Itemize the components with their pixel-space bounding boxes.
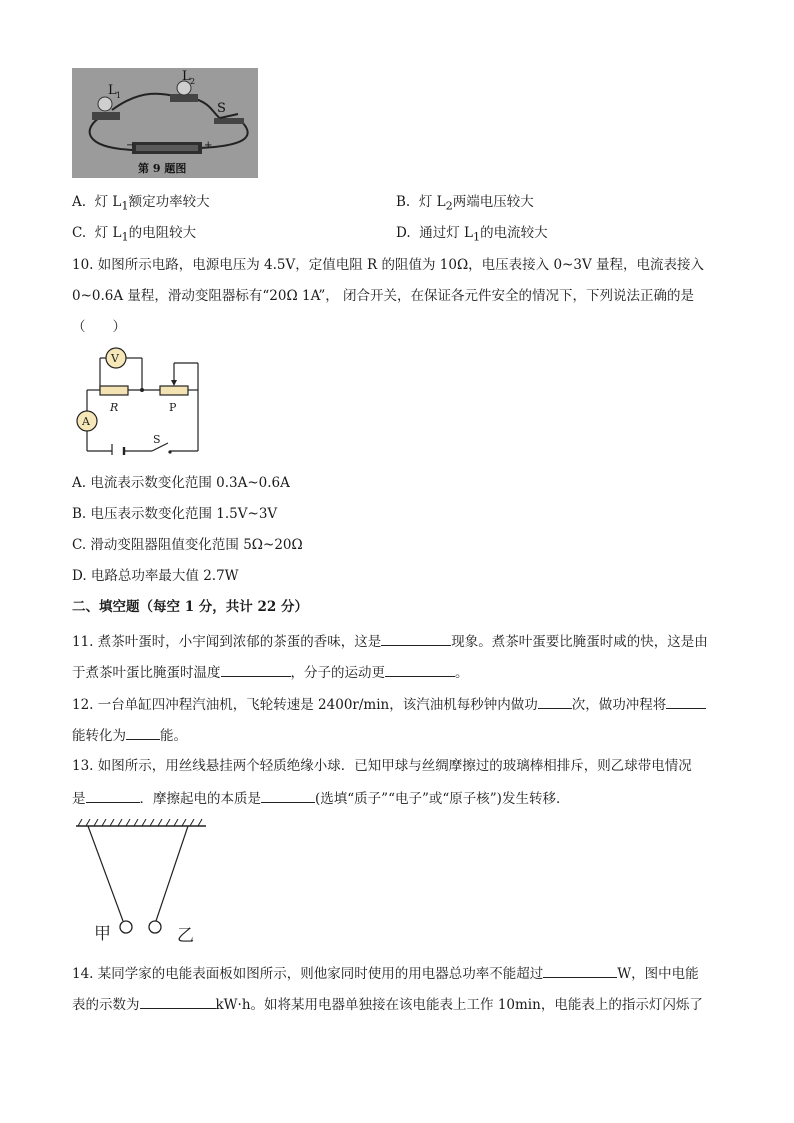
q10-switch-label: S	[153, 433, 161, 446]
q10-option-a[interactable]: A. 电流表示数变化范围 0.3A~0.6A	[72, 475, 290, 491]
q13-blank-1[interactable]	[86, 787, 140, 803]
q10-ammeter-label: A	[82, 415, 90, 428]
q13-blank-2[interactable]	[261, 787, 315, 803]
q14-line1: 14. 某同学家的电能表面板如图所示，则他家同时使用的用电器总功率不能超过 W，图中电能	[72, 962, 699, 984]
q11-blank-1[interactable]	[381, 630, 451, 646]
q10-circuit-diagram	[72, 343, 207, 459]
q9-option-d[interactable]: D. 通过灯 $L_1$的电流较大	[396, 225, 548, 244]
q12-blank-3[interactable]	[126, 724, 160, 740]
q11-line1: 11. 煮茶叶蛋时，小宇闻到浓郁的茶蛋的香味，这是 现象。煮茶叶蛋要比腌蛋时咸的快，这是由	[72, 630, 708, 652]
q12-line2: 能转化为 能。	[72, 724, 187, 746]
q13-ball-label-b: 乙	[177, 926, 194, 945]
q10-voltmeter-label: V	[111, 352, 119, 365]
q10-resistor-label: R	[110, 401, 119, 414]
q9-label-s: S	[217, 101, 226, 116]
q13-line2: 是 ．摩擦起电的本质是 (选填“质子”“电子”或“原子核”)发生转移．	[72, 787, 569, 809]
q9-label-plus: +	[204, 140, 213, 151]
q10-option-d[interactable]: D. 电路总功率最大值 2.7W	[72, 568, 239, 584]
q9-photo	[72, 68, 258, 178]
q9-label-l1-sub: 1	[116, 91, 122, 100]
q12-blank-2[interactable]	[666, 693, 706, 709]
q10-text-line2: 0~0.6A 量程，滑动变阻器标有“20Ω 1A”， 闭合开关，在保证各元件安全的情况下，下列说法正确的是	[72, 288, 695, 304]
q14-line2: 表的示数为 kW·h。如将某用电器单独接在该电能表上工作 10min，电能表上的指示灯闪烁了	[72, 993, 703, 1015]
q11-blank-2[interactable]	[221, 661, 291, 677]
q10-option-b[interactable]: B. 电压表示数变化范围 1.5V~3V	[72, 506, 278, 522]
q11-line2: 于煮茶叶蛋比腌蛋时温度 ，分子的运动更 。	[72, 661, 469, 683]
q9-label-l1: L	[108, 83, 117, 98]
q9-label-minus: −	[126, 140, 135, 151]
q10-text-line1: 10. 如图所示电路，电源电压为 4.5V，定值电阻 R 的阻值为 10Ω，电压表接入 0~3V 量程，电流表接入	[72, 257, 705, 273]
q11-blank-3[interactable]	[385, 661, 455, 677]
q14-blank-2[interactable]	[140, 993, 216, 1009]
q9-caption: 第 9 题图	[138, 162, 187, 175]
q10-rheostat-label: P	[169, 401, 177, 414]
q9-option-b[interactable]: B. 灯 $L_2$两端电压较大	[396, 194, 534, 213]
q13-hanging-balls-diagram	[72, 815, 212, 949]
section-title-fill-in: 二、填空题（每空 1 分，共计 22 分）	[72, 599, 308, 615]
q13-line1: 13. 如图所示，用丝线悬挂两个轻质绝缘小球．已知甲球与丝绸摩擦过的玻璃棒相排斥，则乙球带电情况	[72, 758, 692, 774]
q9-option-c[interactable]: C. 灯 $L_1$的电阻较大	[72, 225, 197, 244]
q9-circuit-photo	[72, 68, 258, 178]
q9-label-l2-sub: 2	[190, 77, 196, 86]
q13-ball-label-a: 甲	[94, 924, 111, 944]
q12-line1: 12. 一台单缸四冲程汽油机，飞轮转速是 2400r/min，该汽油机每秒钟内做功 次，做功冲程将	[72, 693, 706, 715]
q14-blank-1[interactable]	[543, 962, 617, 978]
q12-blank-1[interactable]	[538, 693, 572, 709]
q10-option-c[interactable]: C. 滑动变阻器阻值变化范围 5Ω~20Ω	[72, 537, 303, 553]
q10-text-line3: （ ）	[72, 319, 126, 335]
q9-label-l2: L	[182, 69, 191, 84]
q9-option-a[interactable]: A. 灯 $L_1$额定功率较大	[72, 194, 210, 213]
